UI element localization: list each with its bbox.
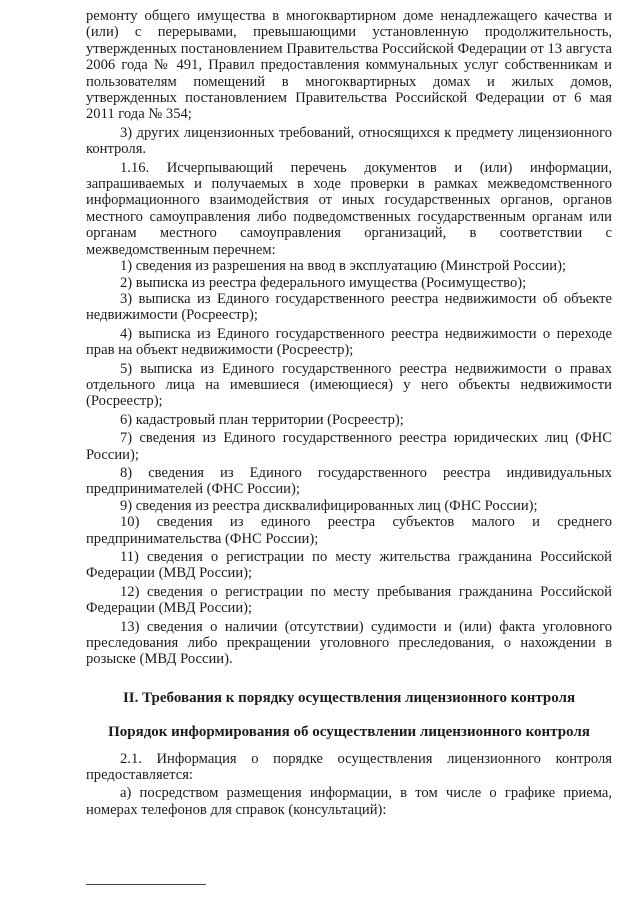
paragraph-item-a: а) посредством размещения информации, в том числе о графике приема, номерах телефонов для справок (консультаций): (86, 785, 612, 818)
list-item: 4) выписка из Единого государственного реестра недвижимости о переходе прав на объект недвижимости (Росреестр); (86, 325, 612, 359)
list-item: 11) сведения о регистрации по месту жительства гражданина Российской Федерации (МВД России); (86, 549, 612, 582)
section-heading: II. Требования к порядку осуществления лицензионного контроля (122, 689, 576, 706)
paragraph-continuation: ремонту общего имущества в многоквартирном доме ненадлежащего качества и (или) с перерывами, превышающими установленную продолжительность, утвержденных постановлением Правительства Российской Федерации от 13 августа 2006 года № 491, Правил предоставления коммунальных услуг собственникам и пользователям помещений в многоквартирных домах и жилых домов, утвержденных постановлением Правительства Российской Федерации от 6 мая 2011 года № 354; (86, 8, 612, 123)
list-item: 1) сведения из разрешения на ввод в эксплуатацию (Минстрой России); (120, 258, 567, 275)
subsection-heading: Порядок информирования об осуществлении лицензионного контроля (108, 724, 590, 741)
list-item: 9) сведения из реестра дисквалифицированных лиц (ФНС России); (120, 497, 538, 514)
list-item: 2) выписка из реестра федерального имущества (Росимущество); (120, 274, 527, 291)
document-list (86, 258, 612, 668)
list-item: 10) сведения из единого реестра субъектов малого и среднего предпринимательства (ФНС России); (86, 514, 612, 547)
list-item: 5) выписка из Единого государственного реестра недвижимости о правах отдельного лица на имевшиеся (имеющиеся) у него объекты недвижимости (Росреестр); (86, 360, 612, 410)
list-item: 8) сведения из Единого государственного реестра индивидуальных предпринимателей (ФНС России); (86, 464, 612, 498)
list-item: 12) сведения о регистрации по месту пребывания гражданина Российской Федерации (МВД России); (86, 583, 612, 617)
list-item: 6) кадастровый план территории (Росреестр); (120, 411, 404, 428)
paragraph-1-16: 1.16. Исчерпывающий перечень документов и (или) информации, запрашиваемых и получаемых в ходе проверки в рамках межведомственного информационного взаимодействия от иных государственных органов, органов местного самоуправления либо подведомственных государственным органам или органам местного самоуправления организаций, в соответствии с межведомственным перечнем: (86, 159, 612, 258)
list-item: 7) сведения из Единого государственного реестра юридических лиц (ФНС России); (86, 430, 612, 463)
paragraph-2-1: 2.1. Информация о порядке осуществления лицензионного контроля предоставляется: (86, 750, 612, 784)
list-item: 3) выписка из Единого государственного реестра недвижимости об объекте недвижимости (Росреестр); (86, 290, 612, 324)
list-item: 13) сведения о наличии (отсутствии) судимости и (или) факта уголовного преследования либо прекращении уголовного преследования, о нахождении в розыске (МВД России). (86, 618, 612, 668)
paragraph-item-3: 3) других лицензионных требований, относящихся к предмету лицензионного контроля. (86, 124, 612, 158)
footnote-divider (86, 884, 206, 885)
